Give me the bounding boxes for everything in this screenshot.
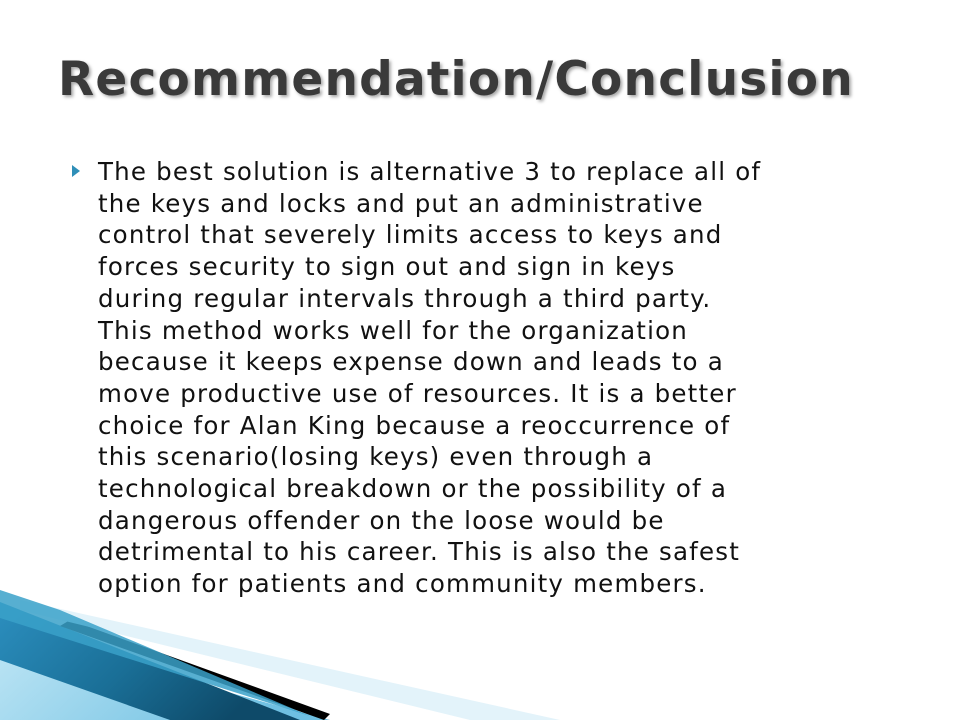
corner-swoosh-decoration [0, 590, 560, 720]
slide-title: Recommendation/Conclusion [58, 52, 854, 107]
bullet-item [70, 156, 890, 600]
bullet-arrow-icon [72, 165, 80, 177]
bullet-list [70, 156, 890, 600]
bullet-text: The best solution is alternative 3 to replace all of the keys and locks and put an administrative control that severely limits access to keys and forces security to sign out and sign in keys during regular intervals through a third party. This method works well for the organization because it keeps expense down and leads to a move productive use of resources. It is a better choice for Alan King because a reoccurrence of this scenario(losing keys) even through a technological breakdown or the possibility of a dangerous offender on the loose would be detrimental to his career. This is also the safest option for patients and community members. [98, 157, 762, 599]
